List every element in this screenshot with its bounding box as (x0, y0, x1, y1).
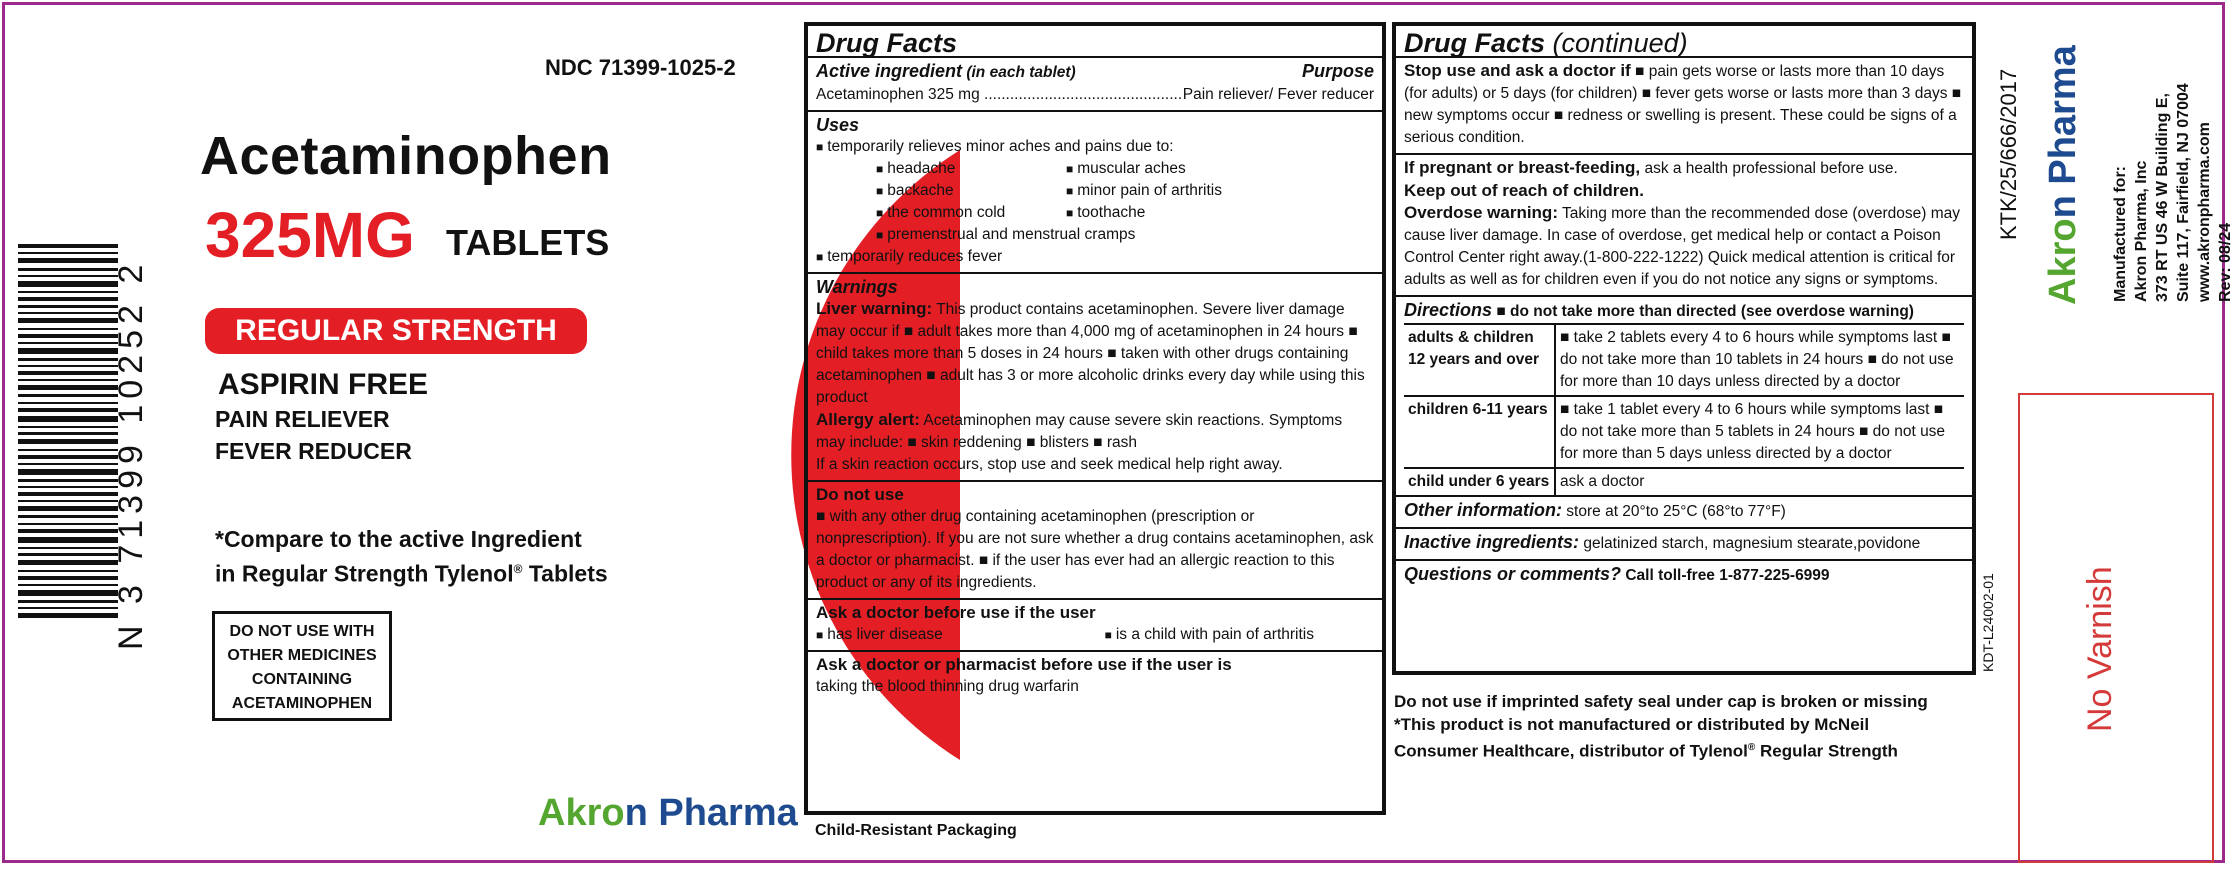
regular-strength-badge: REGULAR STRENGTH (205, 308, 587, 354)
pregnancy-overdose-section: If pregnant or breast-feeding, ask a health professional before use. Keep out of reach of children. Overdose warning: Taking more than the recommended dose (overdose) may cause liver damage. In case of overdose, get medical help or contact a Poison Control Center right away.(1-800-222-1222) Quick medical attention is critical for adults as well as for children even if you do not notice any signs or symptoms. (1396, 155, 1972, 297)
manufacturer-info: Manufactured for: Akron Pharma, Inc 373 RT US 46 W Building E, Suite 117, Fairfield, NJ 07004 www.akronpharma.com Rev: 08/24 (2112, 83, 2234, 302)
stop-use-section: Stop use and ask a doctor if ■ pain gets worse or lasts more than 10 days (for adults) or 5 days (for children) ■ fever gets worse or lasts more than 3 days ■ new symptoms occur ■ redness or swelling is present. These could be signs of a serious condition. (1396, 58, 1972, 155)
bottom-notices: Do not use if imprinted safety seal under cap is broken or missing *This product is not manufactured or distributed by McNeil Consumer Healthcare, distributor of Tylenol® Regular Strength (1394, 692, 1928, 761)
drug-facts-continued-title: Drug Facts (continued) (1396, 26, 1972, 58)
product-name: Acetaminophen (200, 126, 612, 186)
compare-statement: *Compare to the active Ingredient in Regular Strength Tylenol® Tablets (215, 526, 608, 587)
akron-pharma-side-logo: Akron Pharma (2042, 45, 2084, 305)
drug-facts-panel (804, 22, 1386, 815)
pain-reliever: PAIN RELIEVER (215, 406, 390, 432)
strength: 325MG (205, 199, 415, 271)
aspirin-free: ASPIRIN FREE (218, 368, 429, 401)
ask-doctor-section: Ask a doctor before use if the user ■ has liver disease ■ is a child with pain of arthritis (808, 600, 1382, 652)
questions-section: Questions or comments? Call toll-free 1-877-225-6999 (1404, 564, 1830, 584)
drug-facts-continued-panel (1392, 22, 1976, 675)
tablet-count-unit: TABLETS (670, 446, 770, 471)
other-information-section: Other information: store at 20°to 25°C (68°to 77°F) (1396, 497, 1972, 529)
fever-reducer: FEVER REDUCER (215, 438, 412, 464)
drug-facts-title: Drug Facts (808, 26, 1382, 58)
directions-section: Directions ■ do not take more than directed (see overdose warning) adults & children 12 years and over ■ take 2 tablets every 4 to 6 hours while symptoms last ■ do not take more than 10 tablets in 24 hours ■ do not use for more than 10 days unless directed by a doctor children 6-11 years ■ take 1 tablet every 4 to 6 hours while symptoms last ■ do not take more than 5 tablets in 24 hours ■ do not use for more than 5 days unless directed by a doctor child under 6 years ask a doctor (1396, 297, 1972, 497)
ask-pharmacist-section: Ask a doctor or pharmacist before use if the user is taking the blood thinning drug warfarin (816, 655, 1232, 695)
directions-table: adults & children 12 years and over ■ take 2 tablets every 4 to 6 hours while symptoms last ■ do not take more than 10 tablets in 24 hours ■ do not use for more than 10 days unless directed by a doctor children 6-11 years ■ take 1 tablet every 4 to 6 hours while symptoms last ■ do not take more than 5 tablets in 24 hours ■ do not use for more than 5 days unless directed by a doctor child under 6 years ask a doctor (1404, 323, 1964, 495)
do-not-use-section: Do not use ■ with any other drug containing acetaminophen (prescription or nonprescription). If you are not sure whether a drug contains acetaminophen, ask a doctor or pharmacist. ■ if the user has ever had an allergic reaction to this product or any of its ingredients. (808, 482, 1382, 600)
active-ingredient-section: Active ingredient (in each tablet) Purpose Acetaminophen 325 mg .............................................. Pain reliever/ Fever reducer (808, 58, 1382, 112)
ktk-code: KTK/25/666/2017 (1996, 68, 2021, 240)
kdt-code: KDT-L24002-01 (1980, 573, 1996, 672)
child-resistant-note: Child-Resistant Packaging (815, 822, 1017, 839)
ndc-code: NDC 71399-1025-2 (545, 55, 736, 80)
tablet-count: 1000 (655, 381, 785, 446)
no-varnish-label: No Varnish (2081, 566, 2119, 732)
dosage-form: TABLETS (446, 222, 610, 263)
barcode-number: N 3 71399 10252 2 (112, 258, 150, 650)
uses-section: Uses ■ temporarily relieves minor aches and pains due to: ■ headache ■ muscular aches ■ backache ■ minor pain of arthritis ■ the common cold ■ toothache ■ premenstrual and menstrual cramps ■ temporarily reduces fever (808, 112, 1382, 274)
inactive-ingredients-section: Inactive ingredients: gelatinized starch, magnesium stearate,povidone (1396, 529, 1972, 561)
warnings-section: Warnings Liver warning: This product contains acetaminophen. Severe liver damage may occur if ■ adult takes more than 4,000 mg of acetaminophen in 24 hours ■ child takes more than 5 doses in 24 hours ■ taken with other drugs containing acetaminophen ■ adult has 3 or more alcoholic drinks every day while using this product Allergy alert: Acetaminophen may cause severe skin reactions. Symptoms may include: ■ skin reddening ■ blisters ■ rash If a skin reaction occurs, stop use and seek medical help right away. (808, 274, 1382, 482)
akron-pharma-logo: Akron Pharma (538, 792, 798, 834)
do-not-use-box: DO NOT USE WITH OTHER MEDICINES CONTAINING ACETAMINOPHEN (212, 611, 392, 721)
